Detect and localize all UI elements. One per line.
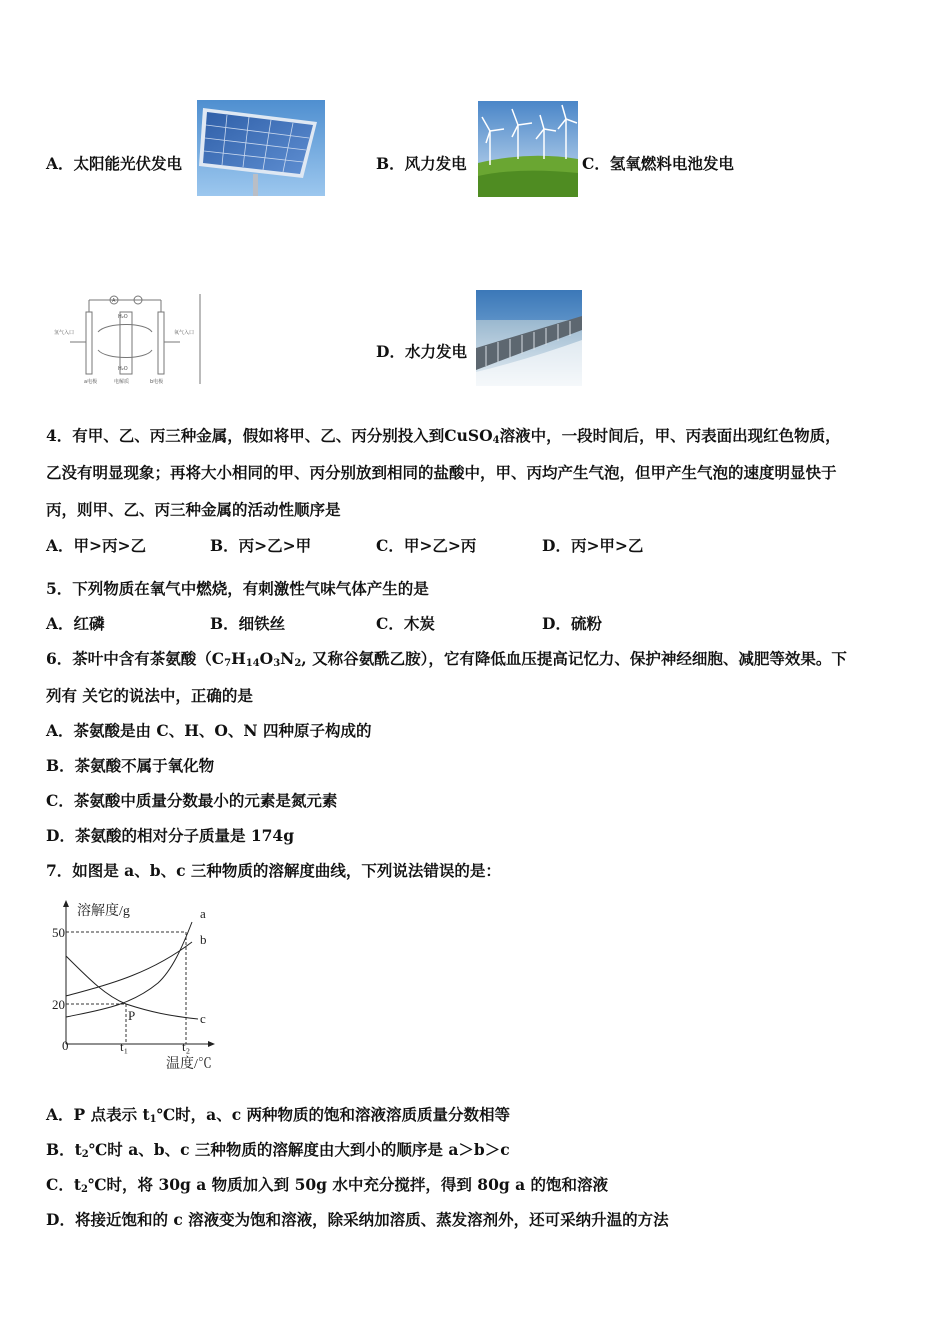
gas-in-left-label: 氢气入口 [54, 330, 75, 336]
q6-option-a: A．茶氨酸是由 C、H、O、N 四种原子构成的 [46, 721, 372, 740]
q4-option-a: A．甲>丙>乙 [46, 536, 147, 555]
q4-stem-line1: 4．有甲、乙、丙三种金属，假如将甲、乙、丙分别投入到CuSO$_4$溶液中，一段时间后，甲、丙表面出现红色物质， [46, 426, 841, 446]
q7-option-d: D．将接近饱和的 c 溶液变为饱和溶液，除采纳加溶质、蒸发溶剂外，还可采纳升温的方法 [46, 1210, 669, 1229]
fuel-cell-diagram [46, 292, 206, 386]
q4-stem-line2: 乙没有明显现象；再将大小相同的甲、丙分别放到相同的盐酸中，甲、丙均产生气泡，但甲产生气泡的速度明显快于 [46, 463, 837, 482]
q3-option-c: C．氢氧燃料电池发电 [582, 154, 734, 173]
q6-stem-line2: 列有 关它的说法中，正确的是 [46, 686, 253, 705]
curve-a [66, 922, 192, 1017]
y-axis-label: 溶解度/g [77, 904, 130, 919]
wind-turbine-image [478, 101, 578, 197]
q4-option-d: D．丙>甲>乙 [542, 536, 644, 555]
q5-option-c: C．木炭 [376, 614, 435, 633]
y-tick-20: 20 [52, 997, 65, 1012]
h2o-top-label: H₂O [118, 314, 128, 320]
point-p-label: P [128, 1008, 136, 1023]
q3-option-a: A．太阳能光伏发电 [46, 154, 183, 173]
q3-option-d: D．水力发电 [376, 342, 467, 361]
series-label-c: c [200, 1011, 206, 1026]
q6-option-d: D．茶氨酸的相对分子质量是 174g [46, 826, 295, 845]
x-tick-t2: t₂ [182, 1039, 191, 1054]
x-axis-arrow [208, 1041, 215, 1047]
x-tick-0: 0 [62, 1038, 69, 1053]
electrolyte-label: 电解质 [114, 379, 130, 385]
x-axis-label: 温度/℃ [166, 1057, 212, 1072]
q6-option-c: C．茶氨酸中质量分数最小的元素是氮元素 [46, 791, 338, 810]
q5-option-a: A．红磷 [46, 614, 105, 633]
meter-label: A [112, 298, 116, 304]
y-axis-arrow [63, 900, 69, 907]
series-label-a: a [200, 906, 206, 921]
q5-stem: 5．下列物质在氧气中燃烧，有刺激性气味气体产生的是 [46, 579, 429, 598]
electrode-a-label: a电极 [84, 379, 98, 385]
y-tick-50: 50 [52, 925, 65, 940]
q3-option-b: B．风力发电 [376, 154, 467, 173]
solar-panel-image [197, 100, 325, 196]
hydropower-dam-image [476, 290, 582, 386]
q7-option-a: A．P 点表示 $t_1℃$时，a、c 两种物质的饱和溶液溶质质量分数相等 [46, 1105, 511, 1125]
q6-stem-line1: 6．茶叶中含有茶氨酸（$C_7H_{14}O_3N_2$, 又称谷氨酰乙胺），它有降低血压提高记忆力、保护神经细胞、减肥等效果。下 [46, 649, 847, 669]
series-label-b: b [200, 932, 207, 947]
q7-option-b: B．$t_2℃$时 a、b、c 三种物质的溶解度由大到小的顺序是 a＞b＞c [46, 1140, 510, 1160]
q5-option-b: B．细铁丝 [210, 614, 286, 633]
q6-option-b: B．茶氨酸不属于氧化物 [46, 756, 215, 775]
curve-b [66, 942, 192, 996]
gas-in-right-label: 氧气入口 [174, 330, 195, 336]
q7-stem: 7．如图是 a、b、c 三种物质的溶解度曲线，下列说法错误的是： [46, 861, 501, 880]
q4-option-c: C．甲>乙>丙 [376, 536, 477, 555]
x-tick-t1: t₁ [120, 1039, 129, 1054]
q4-stem-line3: 丙，则甲、乙、丙三种金属的活动性顺序是 [46, 500, 341, 519]
solubility-chart [40, 898, 230, 1074]
electrode-b-label: b电极 [150, 379, 164, 385]
h2o-bottom-label: H₂O [118, 366, 128, 372]
q5-option-d: D．硫粉 [542, 614, 602, 633]
q7-option-c: C．$t_2℃$时，将 30g a 物质加入到 50g 水中充分搅拌，得到 80g a 的饱和溶液 [46, 1175, 609, 1195]
q4-option-b: B．丙>乙>甲 [210, 536, 312, 555]
